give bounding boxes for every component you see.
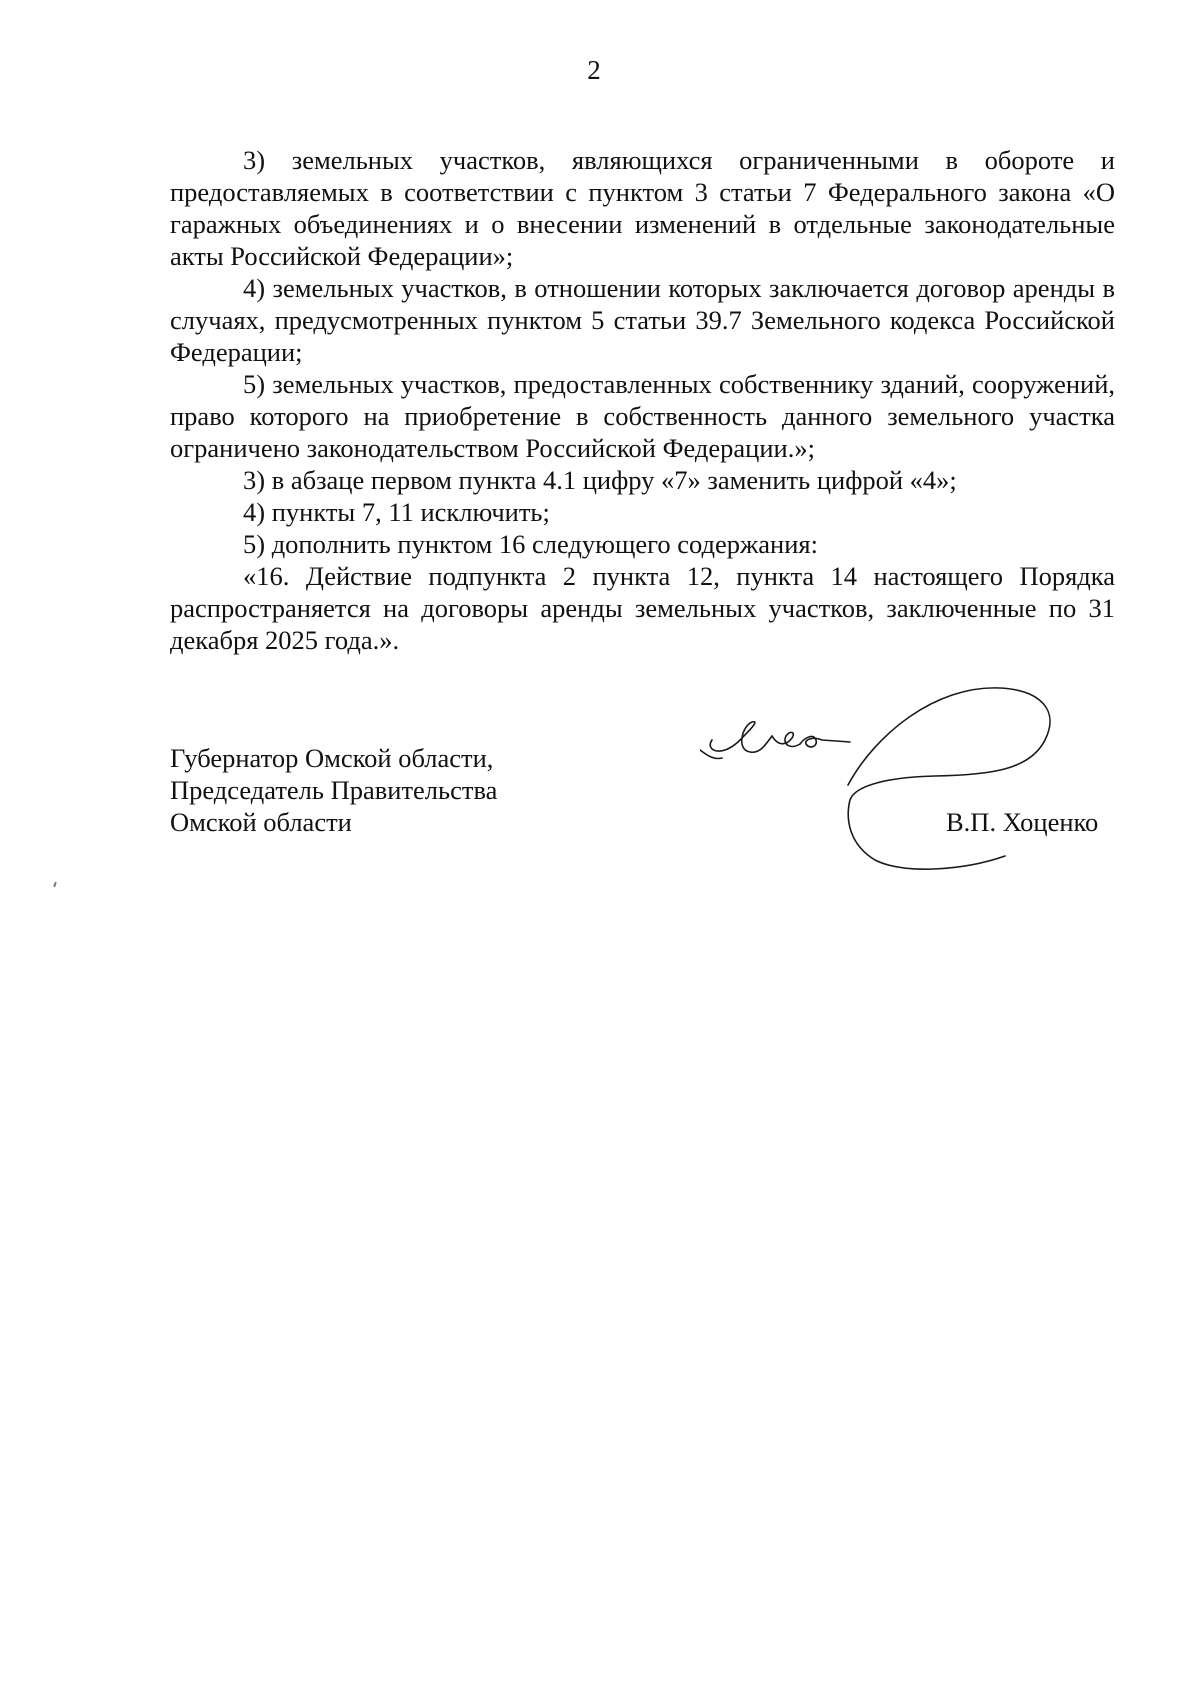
signatory-title [170, 742, 497, 838]
page-number: 2 [587, 55, 601, 85]
handwritten-signature [700, 680, 1080, 880]
paragraph-item-5-owner: 5) земельных участков, предоставленных собственнику зданий, сооружений, право которого на приобретение в собственность данного земельного участка ограничено законодательством Российской Федерации.»; [170, 369, 1115, 463]
scan-speck [53, 882, 57, 887]
paragraph-point-16: «16. Действие подпункта 2 пункта 12, пункта 14 настоящего Порядка распространяется на договоры аренды земельных участков, заключенные по 31 декабря 2025 года.». [170, 561, 1115, 655]
paragraph-item-3-garage: 3) земельных участков, являющихся ограниченными в обороте и предоставляемых в соответствии с пунктом 3 статьи 7 Федерального закона «О гаражных объединениях и о внесении изменений в отдельные законодательные акты Российской Федерации»; [170, 145, 1115, 271]
document-body [170, 144, 1115, 656]
signatory-name: В.П. Хоценко [946, 807, 1099, 837]
signatory-line-3: Омской области [170, 807, 352, 837]
signatory-line-2: Председатель Правительства [170, 775, 498, 805]
paragraph-amend-4-1: 3) в абзаце первом пункта 4.1 цифру «7» заменить цифрой «4»; [243, 465, 957, 495]
paragraph-item-4-lease: 4) земельных участков, в отношении которых заключается договор аренды в случаях, предусмотренных пунктом 5 статьи 39.7 Земельного кодекса Российской Федерации; [170, 273, 1115, 367]
paragraph-exclude-7-11: 4) пункты 7, 11 исключить; [243, 497, 550, 527]
paragraph-add-16: 5) дополнить пунктом 16 следующего содержания: [243, 529, 818, 559]
signatory-line-1: Губернатор Омской области, [170, 743, 494, 773]
